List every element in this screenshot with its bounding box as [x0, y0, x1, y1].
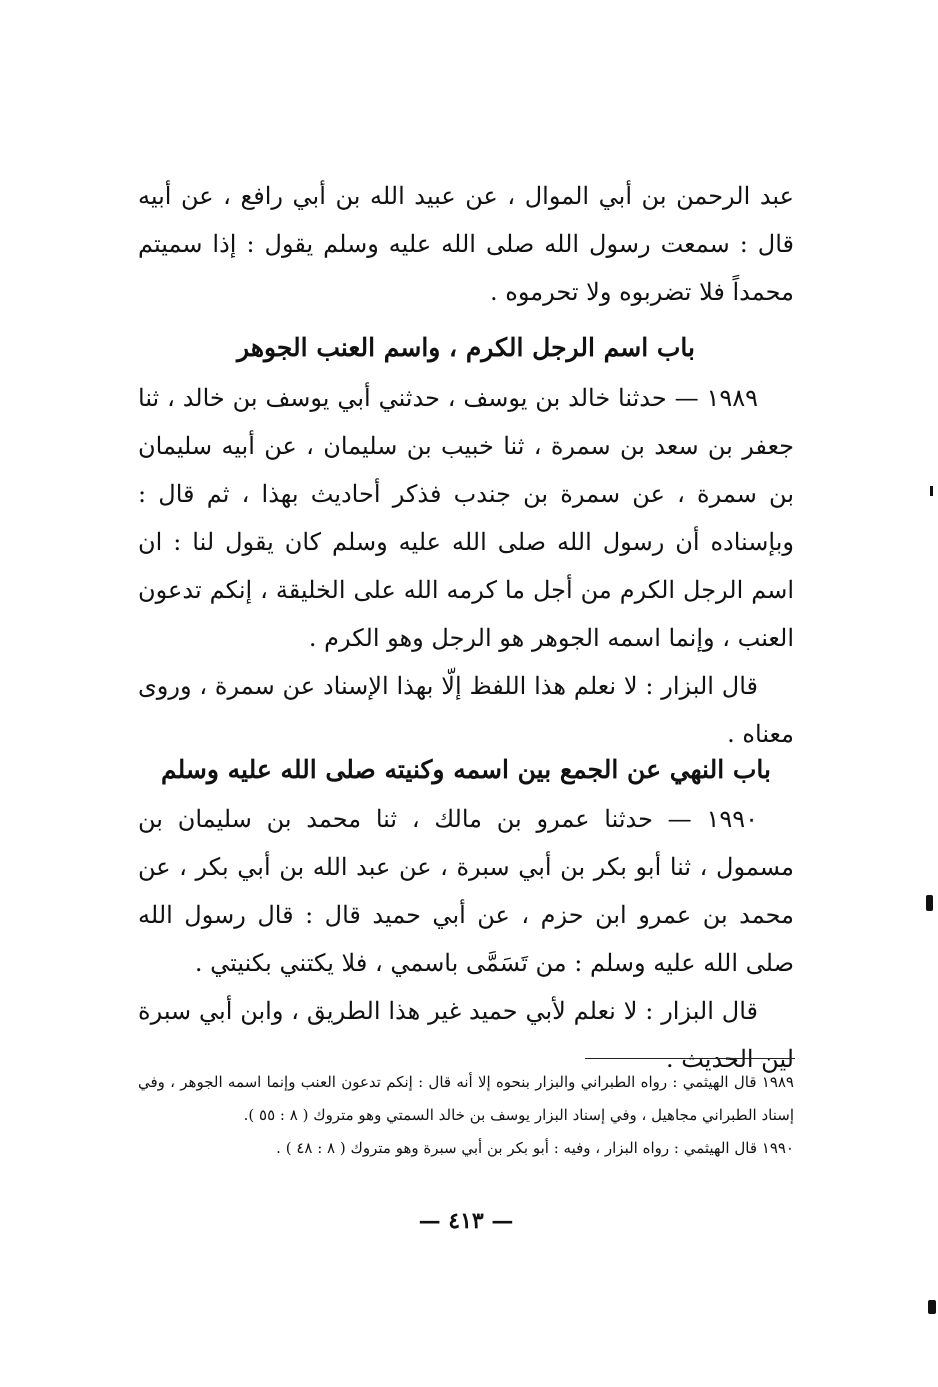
section-2-body — [138, 795, 794, 1083]
intro-paragraph — [138, 172, 794, 316]
intro-text: عبد الرحمن بن أبي الموال ، عن عبيد الله بن أبي رافع ، عن أبيه قال : سمعت رسول الله صلى الله عليه وسلم يقول : إذا سميتم محمداً فلا تضربوه ولا تحرموه . — [138, 182, 794, 306]
bazzar-comment-1990: قال البزار : لا نعلم لأبي حميد غير هذا الطريق ، وابن أبي سبرة لين الحديث . — [138, 997, 794, 1073]
footnote-1990: ١٩٩٠ قال الهيثمي : رواه البزار ، وفيه : أبو بكر بن أبي سبرة وهو متروك ( ٨ : ٤٨ ) . — [276, 1139, 794, 1157]
scan-mark-3 — [930, 486, 933, 496]
section-heading-2: باب النهي عن الجمع بين اسمه وكنيته صلى الله عليه وسلم — [161, 755, 771, 784]
section-1-body — [138, 374, 794, 758]
footnotes — [138, 1066, 794, 1165]
footnote-separator — [585, 1058, 795, 1059]
page-number: — ٤١٣ — — [418, 1208, 514, 1234]
section-heading-1: باب اسم الرجل الكرم ، واسم العنب الجوهر — [237, 333, 695, 362]
hadith-1990: ١٩٩٠ — حدثنا عمرو بن مالك ، ثنا محمد بن سليمان بن مسمول ، ثنا أبو بكر بن أبي سبرة ، عن عبد الله بن أبي بكر ، عن محمد بن عمرو ابن حزم ، عن أبي حميد قال : قال رسول الله صلى الله عليه وسلم : من تَسَمَّى باسمي ، فلا يكتني بكنيتي . — [138, 805, 794, 977]
scan-mark-2 — [928, 1300, 936, 1314]
scan-mark-1 — [926, 895, 933, 911]
footnote-1989: ١٩٨٩ قال الهيثمي : رواه الطبراني والبزار بنحوه إلا أنه قال : إنكم تدعون العنب وإنما اسمه الجوهر ، وفي إسناد الطبراني مجاهيل ، وفي إسناد البزار يوسف بن خالد السمتي وهو متروك ( ٨ : ٥٥ ). — [138, 1073, 794, 1124]
bazzar-comment-1989: قال البزار : لا نعلم هذا اللفظ إلّا بهذا الإسناد عن سمرة ، وروى معناه . — [138, 672, 794, 748]
hadith-1989: ١٩٨٩ — حدثنا خالد بن يوسف ، حدثني أبي يوسف بن خالد ، ثنا جعفر بن سعد بن سمرة ، ثنا خبيب بن سليمان ، عن أبيه سليمان بن سمرة ، عن سمرة بن جندب فذكر أحاديث بهذا ، ثم قال : وبإسناده أن رسول الله صلى الله عليه وسلم كان يقول لنا : ان اسم الرجل الكرم من أجل ما كرمه الله على الخليقة ، إنكم تدعون العنب ، وإنما اسمه الجوهر هو الرجل وهو الكرم . — [138, 384, 794, 652]
